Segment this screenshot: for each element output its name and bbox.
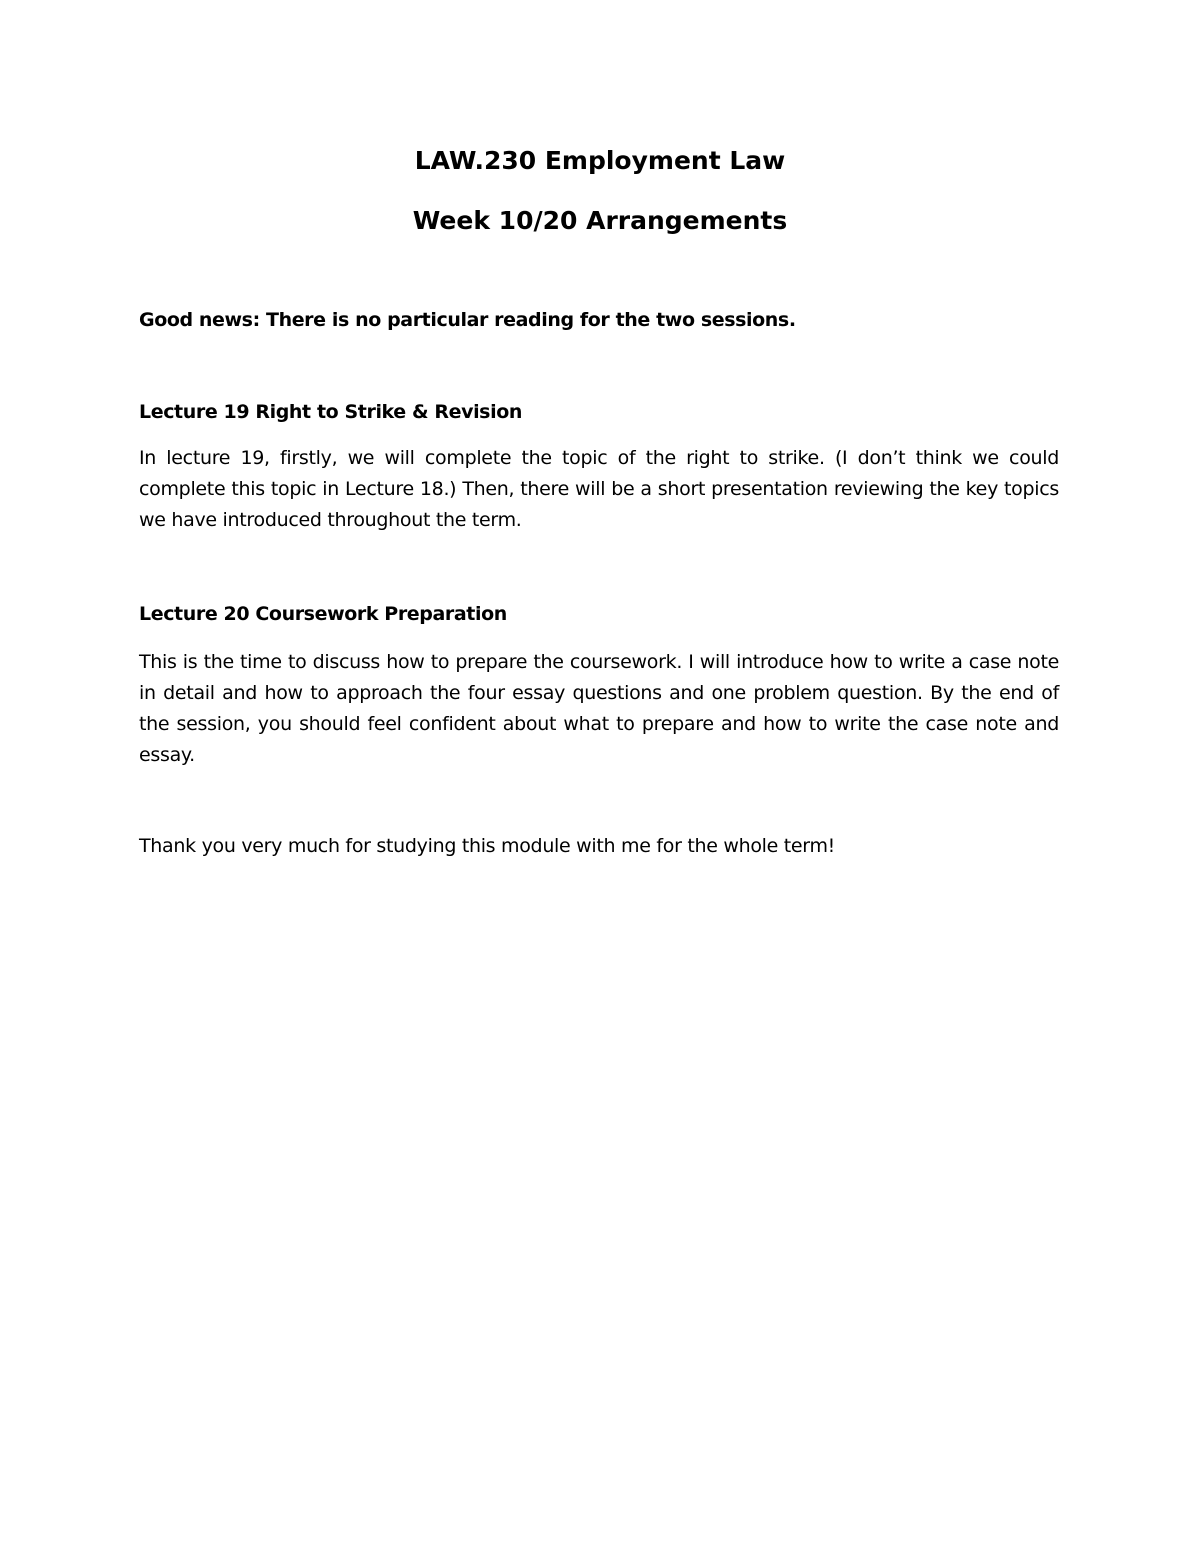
section-2-body: This is the time to discuss how to prepare the coursework. I will introduce how to write a case note in detail and how to approach the four essay questions and one problem question. By the end of the session, you should feel confident about what to prepare and how to write the case note and essay. [139,651,1059,766]
course-title: LAW.230 Employment Law [414,146,786,175]
section-1-heading: Lecture 19 Right to Strike & Revision [139,401,522,423]
section-1-body: In lecture 19, firstly, we will complete the topic of the right to strike. (I don’t think we could complete this topic in Lecture 18.) Then, there will be a short presentation reviewing the key topics we have introduced throughout the term. [139,447,1059,531]
closing-line: Thank you very much for studying this module with me for the whole term! [139,835,835,857]
week-title: Week 10/20 Arrangements [412,206,788,235]
section-2-heading: Lecture 20 Coursework Preparation [139,603,507,625]
good-news-line: Good news: There is no particular reading for the two sessions. [139,309,796,331]
